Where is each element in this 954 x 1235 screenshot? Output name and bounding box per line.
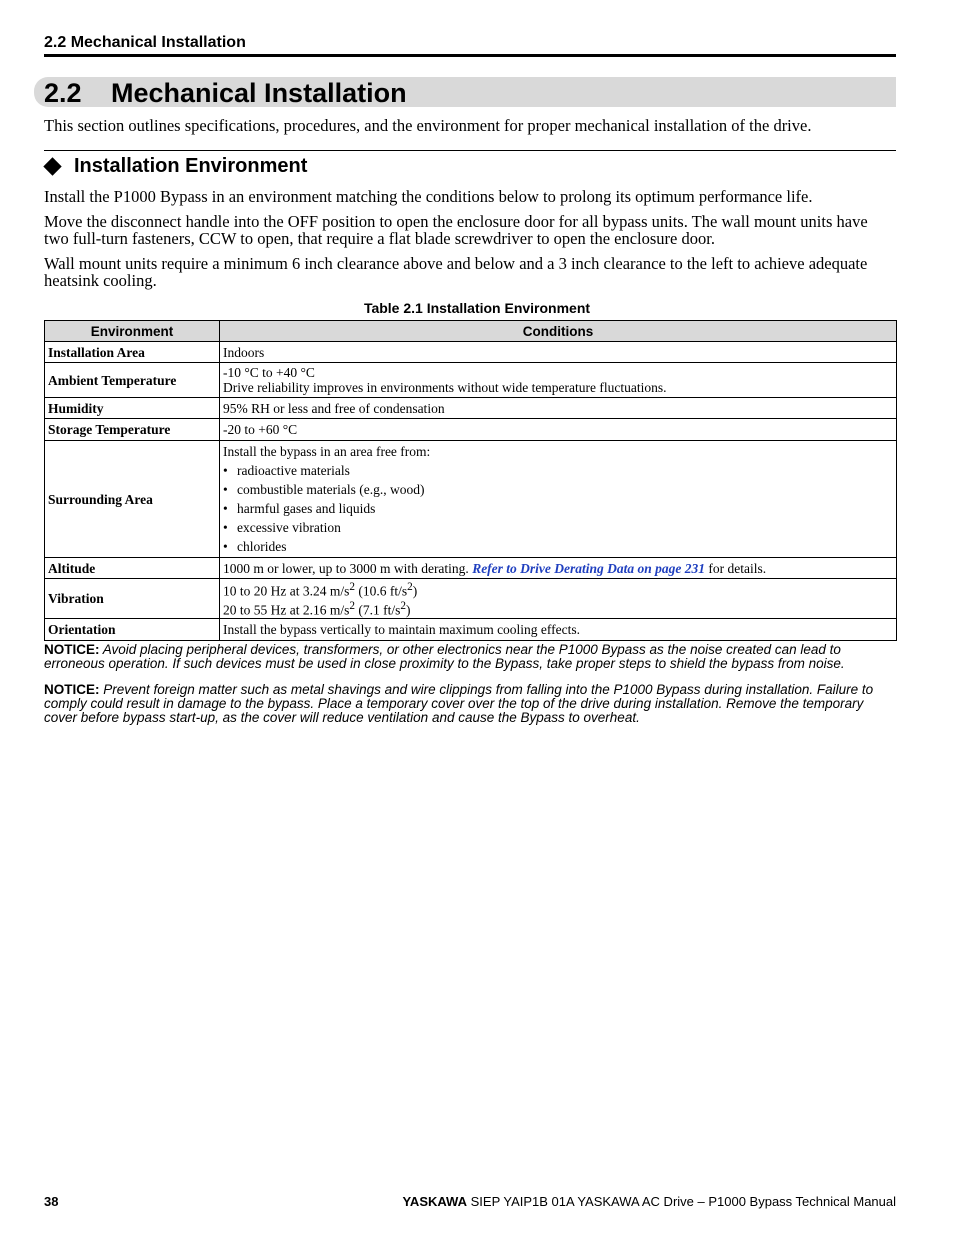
running-head: 2.2 Mechanical Installation bbox=[44, 34, 246, 51]
installation-environment-table bbox=[44, 320, 897, 641]
bullet: • bbox=[223, 482, 228, 497]
table-row bbox=[45, 558, 897, 579]
list-item-text: radioactive materials bbox=[237, 463, 350, 478]
table-row bbox=[45, 363, 897, 398]
conditions-cell bbox=[220, 441, 897, 558]
condition-text: ) bbox=[412, 583, 418, 599]
condition-text: 10 to 20 Hz at 3.24 m/s bbox=[223, 583, 350, 599]
list-item bbox=[223, 461, 893, 480]
notice-label: NOTICE: bbox=[44, 642, 100, 657]
condition-line bbox=[223, 580, 893, 599]
list-item-text: harmful gases and liquids bbox=[237, 501, 376, 516]
bullet: • bbox=[223, 520, 228, 535]
condition-text: (10.6 ft/s bbox=[355, 583, 408, 599]
conditions-cell bbox=[220, 558, 897, 579]
notice-text: Prevent foreign matter such as metal shavings and wire clippings from falling into the P1000 Bypass during installation. Failure to comply could result in damage to the bypass. Place a temporary cover over the top of the drive during installation. Remove the temporary cover before bypass start-up, as the cover will reduce ventilation and cause the Bypass to overheat. bbox=[44, 682, 874, 725]
superscript: 2 bbox=[349, 581, 355, 593]
list-item bbox=[223, 499, 893, 518]
bullet: • bbox=[223, 539, 228, 554]
paragraph: Wall mount units require a minimum 6 inch clearance above and below and a 3 inch clearance to the left to achieve adequate heatsink cooling. bbox=[44, 254, 868, 290]
environment-cell: Installation Area bbox=[45, 342, 220, 363]
footer-brand: YASKAWA bbox=[402, 1194, 467, 1209]
condition-text: 1000 m or lower, up to 3000 m with derating. bbox=[223, 560, 473, 576]
subsection-rule bbox=[44, 150, 896, 151]
table-row bbox=[45, 342, 897, 363]
environment-cell: Ambient Temperature bbox=[45, 363, 220, 398]
condition-text: for details. bbox=[705, 560, 767, 576]
list-item-text: excessive vibration bbox=[237, 520, 341, 535]
notice-text: Avoid placing peripheral devices, transformers, or other electronics near the P1000 Bypass as the noise created can lead to erroneous operation. If such devices must be used in close proximity to the Bypass, take proper steps to shield the bypass from noise. bbox=[44, 642, 845, 671]
condition-text: 20 to 55 Hz at 2.16 m/s bbox=[223, 602, 350, 617]
table-row bbox=[45, 419, 897, 441]
conditions-cell bbox=[220, 363, 897, 398]
notice bbox=[44, 683, 899, 725]
diamond-bullet-icon bbox=[43, 157, 61, 175]
table-row bbox=[45, 579, 897, 619]
condition-line: Install the bypass in an area free from: bbox=[223, 444, 431, 459]
section-title-text: Mechanical Installation bbox=[111, 78, 407, 108]
table-row bbox=[45, 619, 897, 641]
footer-manual-text: SIEP YAIP1B 01A YASKAWA AC Drive – P1000 Bypass Technical Manual bbox=[467, 1194, 896, 1209]
subsection-heading bbox=[44, 155, 307, 178]
notice-label: NOTICE: bbox=[44, 682, 100, 697]
table-header-row bbox=[45, 321, 897, 342]
condition-text: (7.1 ft/s bbox=[355, 602, 401, 617]
derating-link[interactable]: Refer to Drive Derating Data on page 231 bbox=[472, 560, 706, 576]
section-intro: This section outlines specifications, procedures, and the environment for proper mechanical installation of the drive. bbox=[44, 116, 812, 135]
notice bbox=[44, 643, 899, 671]
list-item bbox=[223, 537, 893, 556]
environment-cell: Altitude bbox=[45, 558, 220, 579]
environment-cell: Storage Temperature bbox=[45, 419, 220, 441]
header-rule bbox=[44, 54, 896, 57]
column-header: Conditions bbox=[220, 321, 897, 342]
bullet: • bbox=[223, 463, 228, 478]
superscript: 2 bbox=[407, 581, 413, 593]
section-title bbox=[44, 77, 407, 109]
environment-cell: Vibration bbox=[45, 579, 220, 619]
conditions-cell: 95% RH or less and free of condensation bbox=[220, 398, 897, 419]
list-item-text: chlorides bbox=[237, 539, 287, 554]
superscript: 2 bbox=[349, 599, 355, 612]
condition-line bbox=[223, 599, 893, 618]
conditions-cell: Indoors bbox=[220, 342, 897, 363]
paragraph: Move the disconnect handle into the OFF position to open the enclosure door for all bypass units. The wall mount units have two full-turn fasteners, CCW to open, that require a flat blade screwdriver to open the enclosure door. bbox=[44, 212, 868, 248]
page-number: 38 bbox=[44, 1194, 59, 1209]
table-row bbox=[45, 441, 897, 558]
environment-cell: Surrounding Area bbox=[45, 441, 220, 558]
environment-cell: Orientation bbox=[45, 619, 220, 641]
condition-line: -10 °C to +40 °C bbox=[223, 365, 315, 380]
footer-manual-title bbox=[402, 1194, 896, 1209]
list-item-text: combustible materials (e.g., wood) bbox=[237, 482, 425, 497]
condition-line: Drive reliability improves in environments without wide temperature fluctuations. bbox=[223, 380, 667, 395]
subsection-title: Installation Environment bbox=[74, 155, 308, 177]
list-item bbox=[223, 480, 893, 499]
conditions-cell: Install the bypass vertically to maintain maximum cooling effects. bbox=[220, 619, 897, 641]
superscript: 2 bbox=[400, 599, 406, 612]
list-item bbox=[223, 518, 893, 537]
conditions-cell bbox=[220, 579, 897, 619]
table-caption: Table 2.1 Installation Environment bbox=[363, 300, 591, 316]
section-number: 2.2 bbox=[44, 78, 82, 108]
table-row bbox=[45, 398, 897, 419]
bullet: • bbox=[223, 501, 228, 516]
condition-text: ) bbox=[406, 602, 411, 617]
column-header: Environment bbox=[45, 321, 220, 342]
paragraph: Install the P1000 Bypass in an environment matching the conditions below to prolong its optimum performance life. bbox=[44, 187, 813, 206]
conditions-cell: -20 to +60 °C bbox=[220, 419, 897, 441]
environment-cell: Humidity bbox=[45, 398, 220, 419]
